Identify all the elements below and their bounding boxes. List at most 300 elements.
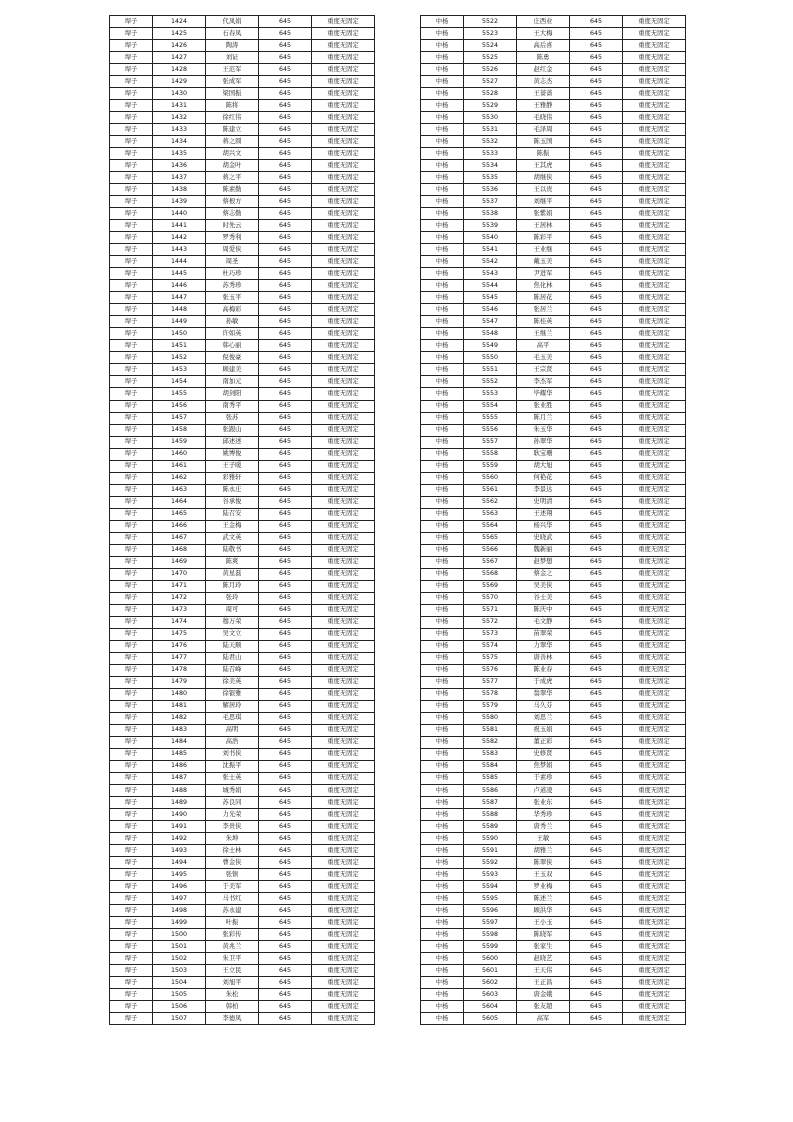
table-row (110, 76, 375, 88)
table-row (421, 412, 686, 424)
number-cell: 1448 (153, 304, 206, 316)
name-cell: 蔡志勤 (206, 208, 259, 220)
status-cell: 重度无固定 (312, 941, 375, 953)
name-cell: 王继兰 (517, 328, 570, 340)
amount-cell: 645 (259, 845, 312, 857)
status-cell: 重度无固定 (312, 376, 375, 388)
amount-cell: 645 (570, 556, 623, 568)
table-row (421, 16, 686, 28)
table-row (421, 1013, 686, 1025)
number-cell: 1440 (153, 208, 206, 220)
table-row (110, 88, 375, 100)
number-cell: 5548 (464, 328, 517, 340)
category-cell: 中杨 (421, 953, 464, 965)
table-row (110, 1013, 375, 1025)
amount-cell: 645 (570, 400, 623, 412)
name-cell: 陶涛 (206, 40, 259, 52)
status-cell: 重度无固定 (623, 448, 686, 460)
category-cell: 垾子 (110, 376, 153, 388)
table-row (421, 352, 686, 364)
table-row (110, 568, 375, 580)
category-cell: 中杨 (421, 148, 464, 160)
category-cell: 垾子 (110, 400, 153, 412)
category-cell: 垾子 (110, 268, 153, 280)
status-cell: 重度无固定 (623, 821, 686, 833)
category-cell: 中杨 (421, 977, 464, 989)
name-cell: 周可 (206, 604, 259, 616)
table-row (110, 544, 375, 556)
name-cell: 胡兴文 (206, 148, 259, 160)
number-cell: 5577 (464, 676, 517, 688)
category-cell: 垾子 (110, 100, 153, 112)
table-row (421, 160, 686, 172)
status-cell: 重度无固定 (312, 520, 375, 532)
amount-cell: 645 (259, 905, 312, 917)
category-cell: 垾子 (110, 809, 153, 821)
name-cell: 陈建立 (206, 124, 259, 136)
table-row (421, 797, 686, 809)
amount-cell: 645 (259, 568, 312, 580)
table-row (421, 628, 686, 640)
status-cell: 重度无固定 (312, 833, 375, 845)
amount-cell: 645 (259, 676, 312, 688)
status-cell: 重度无固定 (312, 1013, 375, 1025)
number-cell: 5528 (464, 88, 517, 100)
status-cell: 重度无固定 (623, 400, 686, 412)
number-cell: 1460 (153, 448, 206, 460)
number-cell: 1494 (153, 857, 206, 869)
name-cell: 胡继侠 (517, 172, 570, 184)
amount-cell: 645 (570, 712, 623, 724)
status-cell: 重度无固定 (312, 977, 375, 989)
category-cell: 中杨 (421, 520, 464, 532)
table-row (421, 712, 686, 724)
status-cell: 重度无固定 (623, 472, 686, 484)
amount-cell: 645 (259, 100, 312, 112)
number-cell: 5583 (464, 748, 517, 760)
number-cell: 1500 (153, 929, 206, 941)
table-row (110, 676, 375, 688)
name-cell: 李贵侠 (206, 821, 259, 833)
table-row (110, 664, 375, 676)
category-cell: 中杨 (421, 376, 464, 388)
category-cell: 中杨 (421, 256, 464, 268)
category-cell: 垾子 (110, 664, 153, 676)
category-cell: 中杨 (421, 16, 464, 28)
amount-cell: 645 (259, 268, 312, 280)
status-cell: 重度无固定 (312, 364, 375, 376)
number-cell: 5546 (464, 304, 517, 316)
number-cell: 1459 (153, 436, 206, 448)
category-cell: 中杨 (421, 989, 464, 1001)
number-cell: 1456 (153, 400, 206, 412)
status-cell: 重度无固定 (312, 748, 375, 760)
number-cell: 5560 (464, 472, 517, 484)
table-row (110, 52, 375, 64)
number-cell: 1470 (153, 568, 206, 580)
category-cell: 垾子 (110, 340, 153, 352)
status-cell: 重度无固定 (623, 40, 686, 52)
amount-cell: 645 (570, 376, 623, 388)
amount-cell: 645 (259, 604, 312, 616)
number-cell: 1479 (153, 676, 206, 688)
status-cell: 重度无固定 (623, 700, 686, 712)
number-cell: 1464 (153, 496, 206, 508)
table-row (421, 1001, 686, 1013)
number-cell: 5537 (464, 196, 517, 208)
status-cell: 重度无固定 (623, 520, 686, 532)
name-cell: 李德凤 (206, 1013, 259, 1025)
category-cell: 中杨 (421, 436, 464, 448)
status-cell: 重度无固定 (623, 52, 686, 64)
category-cell: 垾子 (110, 905, 153, 917)
number-cell: 5563 (464, 508, 517, 520)
category-cell: 中杨 (421, 664, 464, 676)
status-cell: 重度无固定 (312, 352, 375, 364)
number-cell: 1499 (153, 917, 206, 929)
category-cell: 垾子 (110, 436, 153, 448)
amount-cell: 645 (259, 292, 312, 304)
table-row (421, 724, 686, 736)
table-row (421, 881, 686, 893)
amount-cell: 645 (570, 160, 623, 172)
status-cell: 重度无固定 (312, 244, 375, 256)
status-cell: 重度无固定 (623, 881, 686, 893)
name-cell: 王小玉 (517, 917, 570, 929)
amount-cell: 645 (259, 64, 312, 76)
category-cell: 中杨 (421, 857, 464, 869)
amount-cell: 645 (259, 580, 312, 592)
number-cell: 1495 (153, 869, 206, 881)
table-row (110, 652, 375, 664)
table-row (421, 821, 686, 833)
table-row (421, 268, 686, 280)
amount-cell: 645 (570, 616, 623, 628)
category-cell: 垾子 (110, 821, 153, 833)
amount-cell: 645 (259, 40, 312, 52)
category-cell: 垾子 (110, 869, 153, 881)
table-row (110, 472, 375, 484)
number-cell: 1462 (153, 472, 206, 484)
amount-cell: 645 (259, 821, 312, 833)
amount-cell: 645 (570, 304, 623, 316)
number-cell: 5569 (464, 580, 517, 592)
status-cell: 重度无固定 (623, 568, 686, 580)
number-cell: 1469 (153, 556, 206, 568)
name-cell: 张业东 (517, 797, 570, 809)
name-cell: 穆万荣 (206, 616, 259, 628)
amount-cell: 645 (570, 124, 623, 136)
category-cell: 中杨 (421, 64, 464, 76)
category-cell: 中杨 (421, 893, 464, 905)
status-cell: 重度无固定 (312, 544, 375, 556)
amount-cell: 645 (259, 400, 312, 412)
category-cell: 中杨 (421, 736, 464, 748)
status-cell: 重度无固定 (312, 676, 375, 688)
number-cell: 5524 (464, 40, 517, 52)
table-row (110, 785, 375, 797)
number-cell: 5586 (464, 785, 517, 797)
category-cell: 垾子 (110, 172, 153, 184)
name-cell: 高浩 (206, 736, 259, 748)
table-row (421, 508, 686, 520)
category-cell: 中杨 (421, 388, 464, 400)
name-cell: 张成军 (206, 76, 259, 88)
number-cell: 5527 (464, 76, 517, 88)
table-row (421, 977, 686, 989)
status-cell: 重度无固定 (312, 616, 375, 628)
status-cell: 重度无固定 (623, 592, 686, 604)
status-cell: 重度无固定 (623, 268, 686, 280)
number-cell: 5530 (464, 112, 517, 124)
amount-cell: 645 (259, 797, 312, 809)
amount-cell: 645 (570, 905, 623, 917)
category-cell: 中杨 (421, 40, 464, 52)
category-cell: 中杨 (421, 136, 464, 148)
amount-cell: 645 (259, 1013, 312, 1025)
table-row (421, 652, 686, 664)
category-cell: 垾子 (110, 724, 153, 736)
number-cell: 1483 (153, 724, 206, 736)
amount-cell: 645 (570, 100, 623, 112)
name-cell: 陈玉国 (517, 136, 570, 148)
name-cell: 谷承俊 (206, 496, 259, 508)
status-cell: 重度无固定 (312, 664, 375, 676)
table-row (421, 748, 686, 760)
amount-cell: 645 (570, 448, 623, 460)
table-row (110, 364, 375, 376)
status-cell: 重度无固定 (623, 328, 686, 340)
number-cell: 5589 (464, 821, 517, 833)
name-cell: 张居兰 (517, 304, 570, 316)
table-row (110, 833, 375, 845)
table-row (110, 772, 375, 784)
amount-cell: 645 (259, 556, 312, 568)
amount-cell: 645 (259, 977, 312, 989)
category-cell: 中杨 (421, 748, 464, 760)
table-row (421, 833, 686, 845)
status-cell: 重度无固定 (312, 1001, 375, 1013)
name-cell: 时先云 (206, 220, 259, 232)
number-cell: 5529 (464, 100, 517, 112)
number-cell: 1434 (153, 136, 206, 148)
category-cell: 中杨 (421, 580, 464, 592)
status-cell: 重度无固定 (623, 809, 686, 821)
table-row (110, 1001, 375, 1013)
amount-cell: 645 (570, 917, 623, 929)
number-cell: 1435 (153, 148, 206, 160)
table-row (421, 40, 686, 52)
status-cell: 重度无固定 (623, 953, 686, 965)
name-cell: 李杰军 (517, 376, 570, 388)
table-row (110, 304, 375, 316)
name-cell: 朱卫平 (206, 953, 259, 965)
name-cell: 胡剑阳 (206, 388, 259, 400)
number-cell: 5587 (464, 797, 517, 809)
category-cell: 垾子 (110, 676, 153, 688)
amount-cell: 645 (570, 652, 623, 664)
amount-cell: 645 (259, 388, 312, 400)
table-row (110, 244, 375, 256)
table-row (110, 977, 375, 989)
table-row (421, 929, 686, 941)
amount-cell: 645 (570, 460, 623, 472)
number-cell: 1442 (153, 232, 206, 244)
number-cell: 5525 (464, 52, 517, 64)
amount-cell: 645 (259, 328, 312, 340)
category-cell: 中杨 (421, 328, 464, 340)
name-cell: 高平 (517, 340, 570, 352)
status-cell: 重度无固定 (623, 941, 686, 953)
amount-cell: 645 (570, 364, 623, 376)
number-cell: 5568 (464, 568, 517, 580)
name-cell: 庄西业 (517, 16, 570, 28)
amount-cell: 645 (570, 833, 623, 845)
amount-cell: 645 (570, 1013, 623, 1025)
status-cell: 重度无固定 (312, 688, 375, 700)
table-row (421, 604, 686, 616)
amount-cell: 645 (570, 941, 623, 953)
table-row (110, 941, 375, 953)
status-cell: 重度无固定 (623, 184, 686, 196)
name-cell: 陈月兰 (517, 412, 570, 424)
status-cell: 重度无固定 (623, 124, 686, 136)
status-cell: 重度无固定 (623, 1001, 686, 1013)
name-cell: 陈业春 (517, 664, 570, 676)
number-cell: 1430 (153, 88, 206, 100)
status-cell: 重度无固定 (312, 929, 375, 941)
status-cell: 重度无固定 (312, 965, 375, 977)
amount-cell: 645 (570, 736, 623, 748)
name-cell: 罗业梅 (517, 881, 570, 893)
amount-cell: 645 (570, 256, 623, 268)
category-cell: 垾子 (110, 112, 153, 124)
number-cell: 1489 (153, 797, 206, 809)
category-cell: 垾子 (110, 280, 153, 292)
number-cell: 1439 (153, 196, 206, 208)
table-row (421, 424, 686, 436)
name-cell: 陆召峰 (206, 664, 259, 676)
amount-cell: 645 (259, 304, 312, 316)
number-cell: 1473 (153, 604, 206, 616)
number-cell: 1461 (153, 460, 206, 472)
status-cell: 重度无固定 (623, 208, 686, 220)
name-cell: 陈居花 (517, 292, 570, 304)
amount-cell: 645 (570, 989, 623, 1001)
category-cell: 垾子 (110, 28, 153, 40)
amount-cell: 645 (259, 196, 312, 208)
name-cell: 孙敏 (206, 316, 259, 328)
name-cell: 毛文静 (517, 616, 570, 628)
number-cell: 5584 (464, 760, 517, 772)
table-row (110, 965, 375, 977)
category-cell: 垾子 (110, 532, 153, 544)
table-row (110, 592, 375, 604)
number-cell: 5536 (464, 184, 517, 196)
number-cell: 5545 (464, 292, 517, 304)
category-cell: 中杨 (421, 508, 464, 520)
amount-cell: 645 (259, 544, 312, 556)
table-row (110, 712, 375, 724)
number-cell: 5547 (464, 316, 517, 328)
amount-cell: 645 (570, 640, 623, 652)
name-cell: 陈振 (517, 148, 570, 160)
status-cell: 重度无固定 (623, 376, 686, 388)
table-row (421, 676, 686, 688)
name-cell: 高军 (517, 1013, 570, 1025)
amount-cell: 645 (570, 688, 623, 700)
table-row (110, 280, 375, 292)
status-cell: 重度无固定 (623, 244, 686, 256)
category-cell: 中杨 (421, 28, 464, 40)
amount-cell: 645 (570, 76, 623, 88)
table-row (421, 917, 686, 929)
status-cell: 重度无固定 (312, 268, 375, 280)
table-row (110, 196, 375, 208)
name-cell: 许如英 (206, 328, 259, 340)
number-cell: 5581 (464, 724, 517, 736)
amount-cell: 645 (259, 700, 312, 712)
number-cell: 5557 (464, 436, 517, 448)
status-cell: 重度无固定 (312, 472, 375, 484)
status-cell: 重度无固定 (623, 76, 686, 88)
name-cell: 唐秀兰 (517, 821, 570, 833)
status-cell: 重度无固定 (312, 580, 375, 592)
table-row (110, 328, 375, 340)
name-cell: 焦化林 (517, 280, 570, 292)
amount-cell: 645 (259, 364, 312, 376)
table-row (110, 256, 375, 268)
number-cell: 1476 (153, 640, 206, 652)
amount-cell: 645 (259, 52, 312, 64)
name-cell: 倪俊豪 (206, 352, 259, 364)
number-cell: 1493 (153, 845, 206, 857)
table-row (421, 88, 686, 100)
amount-cell: 645 (259, 809, 312, 821)
number-cell: 1425 (153, 28, 206, 40)
table-row (421, 292, 686, 304)
number-cell: 5534 (464, 160, 517, 172)
amount-cell: 645 (259, 592, 312, 604)
table-row (110, 28, 375, 40)
name-cell: 王子暖 (206, 460, 259, 472)
amount-cell: 645 (259, 448, 312, 460)
name-cell: 张玉平 (206, 292, 259, 304)
table-row (421, 580, 686, 592)
name-cell: 陆召安 (206, 508, 259, 520)
category-cell: 中杨 (421, 881, 464, 893)
number-cell: 1466 (153, 520, 206, 532)
amount-cell: 645 (570, 664, 623, 676)
number-cell: 5570 (464, 592, 517, 604)
name-cell: 王蔷蔷 (517, 88, 570, 100)
category-cell: 垾子 (110, 1001, 153, 1013)
name-cell: 陈桂英 (517, 316, 570, 328)
amount-cell: 645 (259, 124, 312, 136)
table-row (421, 520, 686, 532)
table-row (110, 700, 375, 712)
category-cell: 中杨 (421, 869, 464, 881)
category-cell: 垾子 (110, 748, 153, 760)
amount-cell: 645 (259, 724, 312, 736)
number-cell: 1443 (153, 244, 206, 256)
number-cell: 5571 (464, 604, 517, 616)
name-cell: 于成虎 (517, 676, 570, 688)
category-cell: 垾子 (110, 460, 153, 472)
number-cell: 1475 (153, 628, 206, 640)
amount-cell: 645 (570, 628, 623, 640)
amount-cell: 645 (259, 1001, 312, 1013)
